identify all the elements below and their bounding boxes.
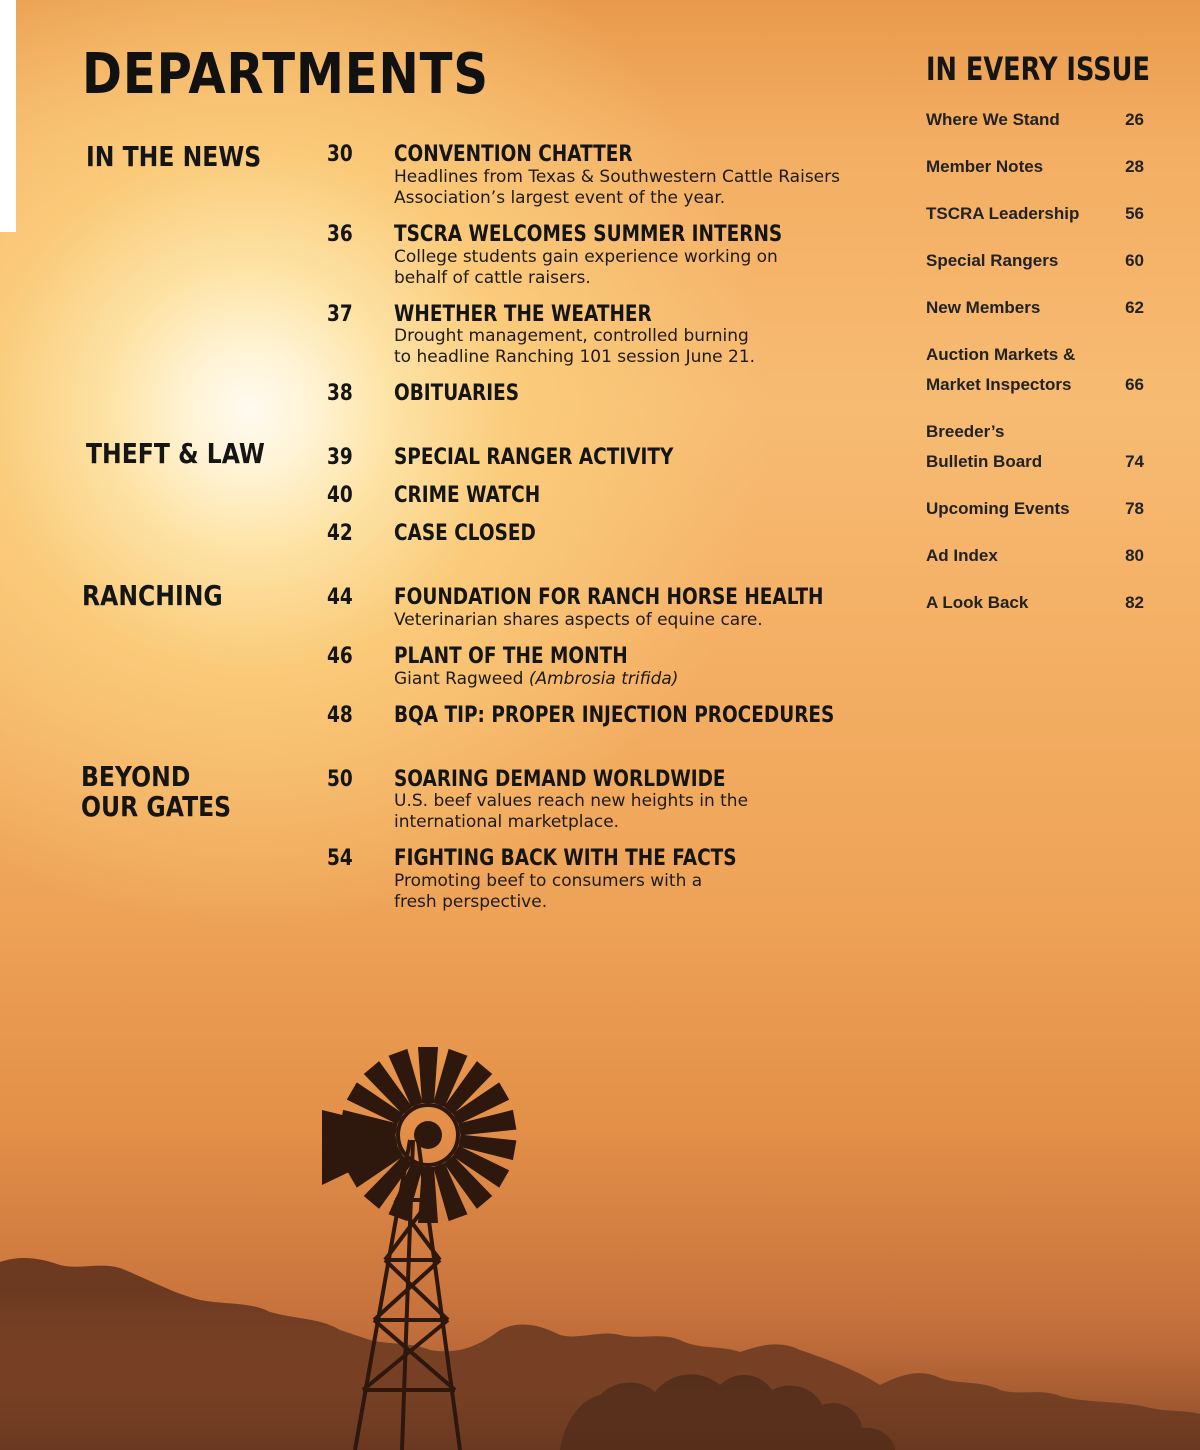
- article-page-number: 44: [327, 585, 353, 610]
- article-description-text: Giant Ragweed: [394, 669, 529, 689]
- regular-item-page: 62: [1125, 298, 1144, 317]
- regular-item-label[interactable]: Breeder’s Bulletin Board: [926, 422, 1043, 471]
- page-title: DEPARTMENTS: [82, 42, 489, 107]
- article-description: U.S. beef values reach new heights in the international marketplace.: [394, 791, 749, 832]
- regular-item-label[interactable]: Ad Index: [926, 546, 998, 565]
- article-title[interactable]: CASE CLOSED: [394, 521, 536, 546]
- section-heading-in-the-news: IN THE NEWS: [86, 140, 262, 173]
- article-title[interactable]: TSCRA WELCOMES SUMMER INTERNS: [394, 222, 783, 247]
- regular-item-page: 78: [1125, 499, 1144, 518]
- article-description: Headlines from Texas & Southwestern Cattle Raisers Association’s largest event of the year.: [394, 167, 840, 208]
- article-title[interactable]: FIGHTING BACK WITH THE FACTS: [394, 846, 737, 871]
- section-heading-ranching: RANCHING: [82, 579, 223, 612]
- article-page-number: 40: [327, 483, 353, 508]
- page-edge-stripe: [0, 0, 16, 232]
- regular-item-label[interactable]: New Members: [926, 298, 1041, 317]
- article-title[interactable]: FOUNDATION FOR RANCH HORSE HEALTH: [394, 585, 824, 610]
- article-description: Drought management, controlled burning to headline Ranching 101 session June 21.: [394, 326, 756, 367]
- regular-item-page: 80: [1125, 546, 1144, 565]
- regular-item-page: 28: [1125, 157, 1144, 176]
- regular-item-label[interactable]: A Look Back: [926, 593, 1029, 612]
- article-description: Veterinarian shares aspects of equine care.: [394, 610, 763, 630]
- regular-item-page: 26: [1125, 110, 1144, 129]
- article-page-number: 48: [327, 703, 353, 728]
- article-title[interactable]: CONVENTION CHATTER: [394, 142, 633, 167]
- in-every-issue-title: IN EVERY ISSUE: [926, 50, 1150, 88]
- article-page-number: 42: [327, 521, 353, 546]
- article-title[interactable]: WHETHER THE WEATHER: [394, 302, 652, 327]
- article-page-number: 46: [327, 644, 353, 669]
- article-title[interactable]: PLANT OF THE MONTH: [394, 644, 628, 669]
- section-heading-beyond-our-gates: BEYOND OUR GATES: [81, 760, 232, 823]
- article-page-number: 50: [327, 767, 353, 792]
- regular-item-label[interactable]: Member Notes: [926, 157, 1044, 176]
- regular-item-label[interactable]: TSCRA Leadership: [926, 204, 1080, 223]
- article-description: [394, 669, 864, 690]
- article-page-number: 36: [327, 222, 353, 247]
- article-description: College students gain experience working on behalf of cattle raisers.: [394, 247, 778, 288]
- regular-item-label[interactable]: Where We Stand: [926, 110, 1060, 129]
- article-title[interactable]: BQA TIP: PROPER INJECTION PROCEDURES: [394, 703, 835, 728]
- regular-item-page: 56: [1125, 204, 1144, 223]
- regular-item-page: 66: [1125, 375, 1144, 394]
- article-page-number: 39: [327, 445, 353, 470]
- scientific-name: (Ambrosia trifida): [528, 669, 679, 689]
- regular-item-page: 60: [1125, 251, 1144, 270]
- article-title[interactable]: SPECIAL RANGER ACTIVITY: [394, 445, 674, 470]
- article-page-number: 38: [327, 381, 353, 406]
- article-title[interactable]: CRIME WATCH: [394, 483, 541, 508]
- regular-item-label[interactable]: Upcoming Events: [926, 499, 1070, 518]
- regular-item-label[interactable]: Auction Markets & Market Inspectors: [926, 345, 1076, 394]
- section-heading-theft-law: THEFT & LAW: [86, 437, 265, 470]
- article-title[interactable]: SOARING DEMAND WORLDWIDE: [394, 767, 726, 792]
- article-title[interactable]: OBITUARIES: [394, 381, 520, 406]
- regular-item-page: 82: [1125, 593, 1144, 612]
- windmill-landscape-illustration: [0, 1030, 1200, 1450]
- article-page-number: 37: [327, 302, 353, 327]
- article-description: Promoting beef to consumers with a fresh perspective.: [394, 871, 703, 912]
- regular-item-label[interactable]: Special Rangers: [926, 251, 1059, 270]
- article-page-number: 30: [327, 142, 353, 167]
- regular-item-page: 74: [1125, 452, 1144, 471]
- article-page-number: 54: [327, 846, 353, 871]
